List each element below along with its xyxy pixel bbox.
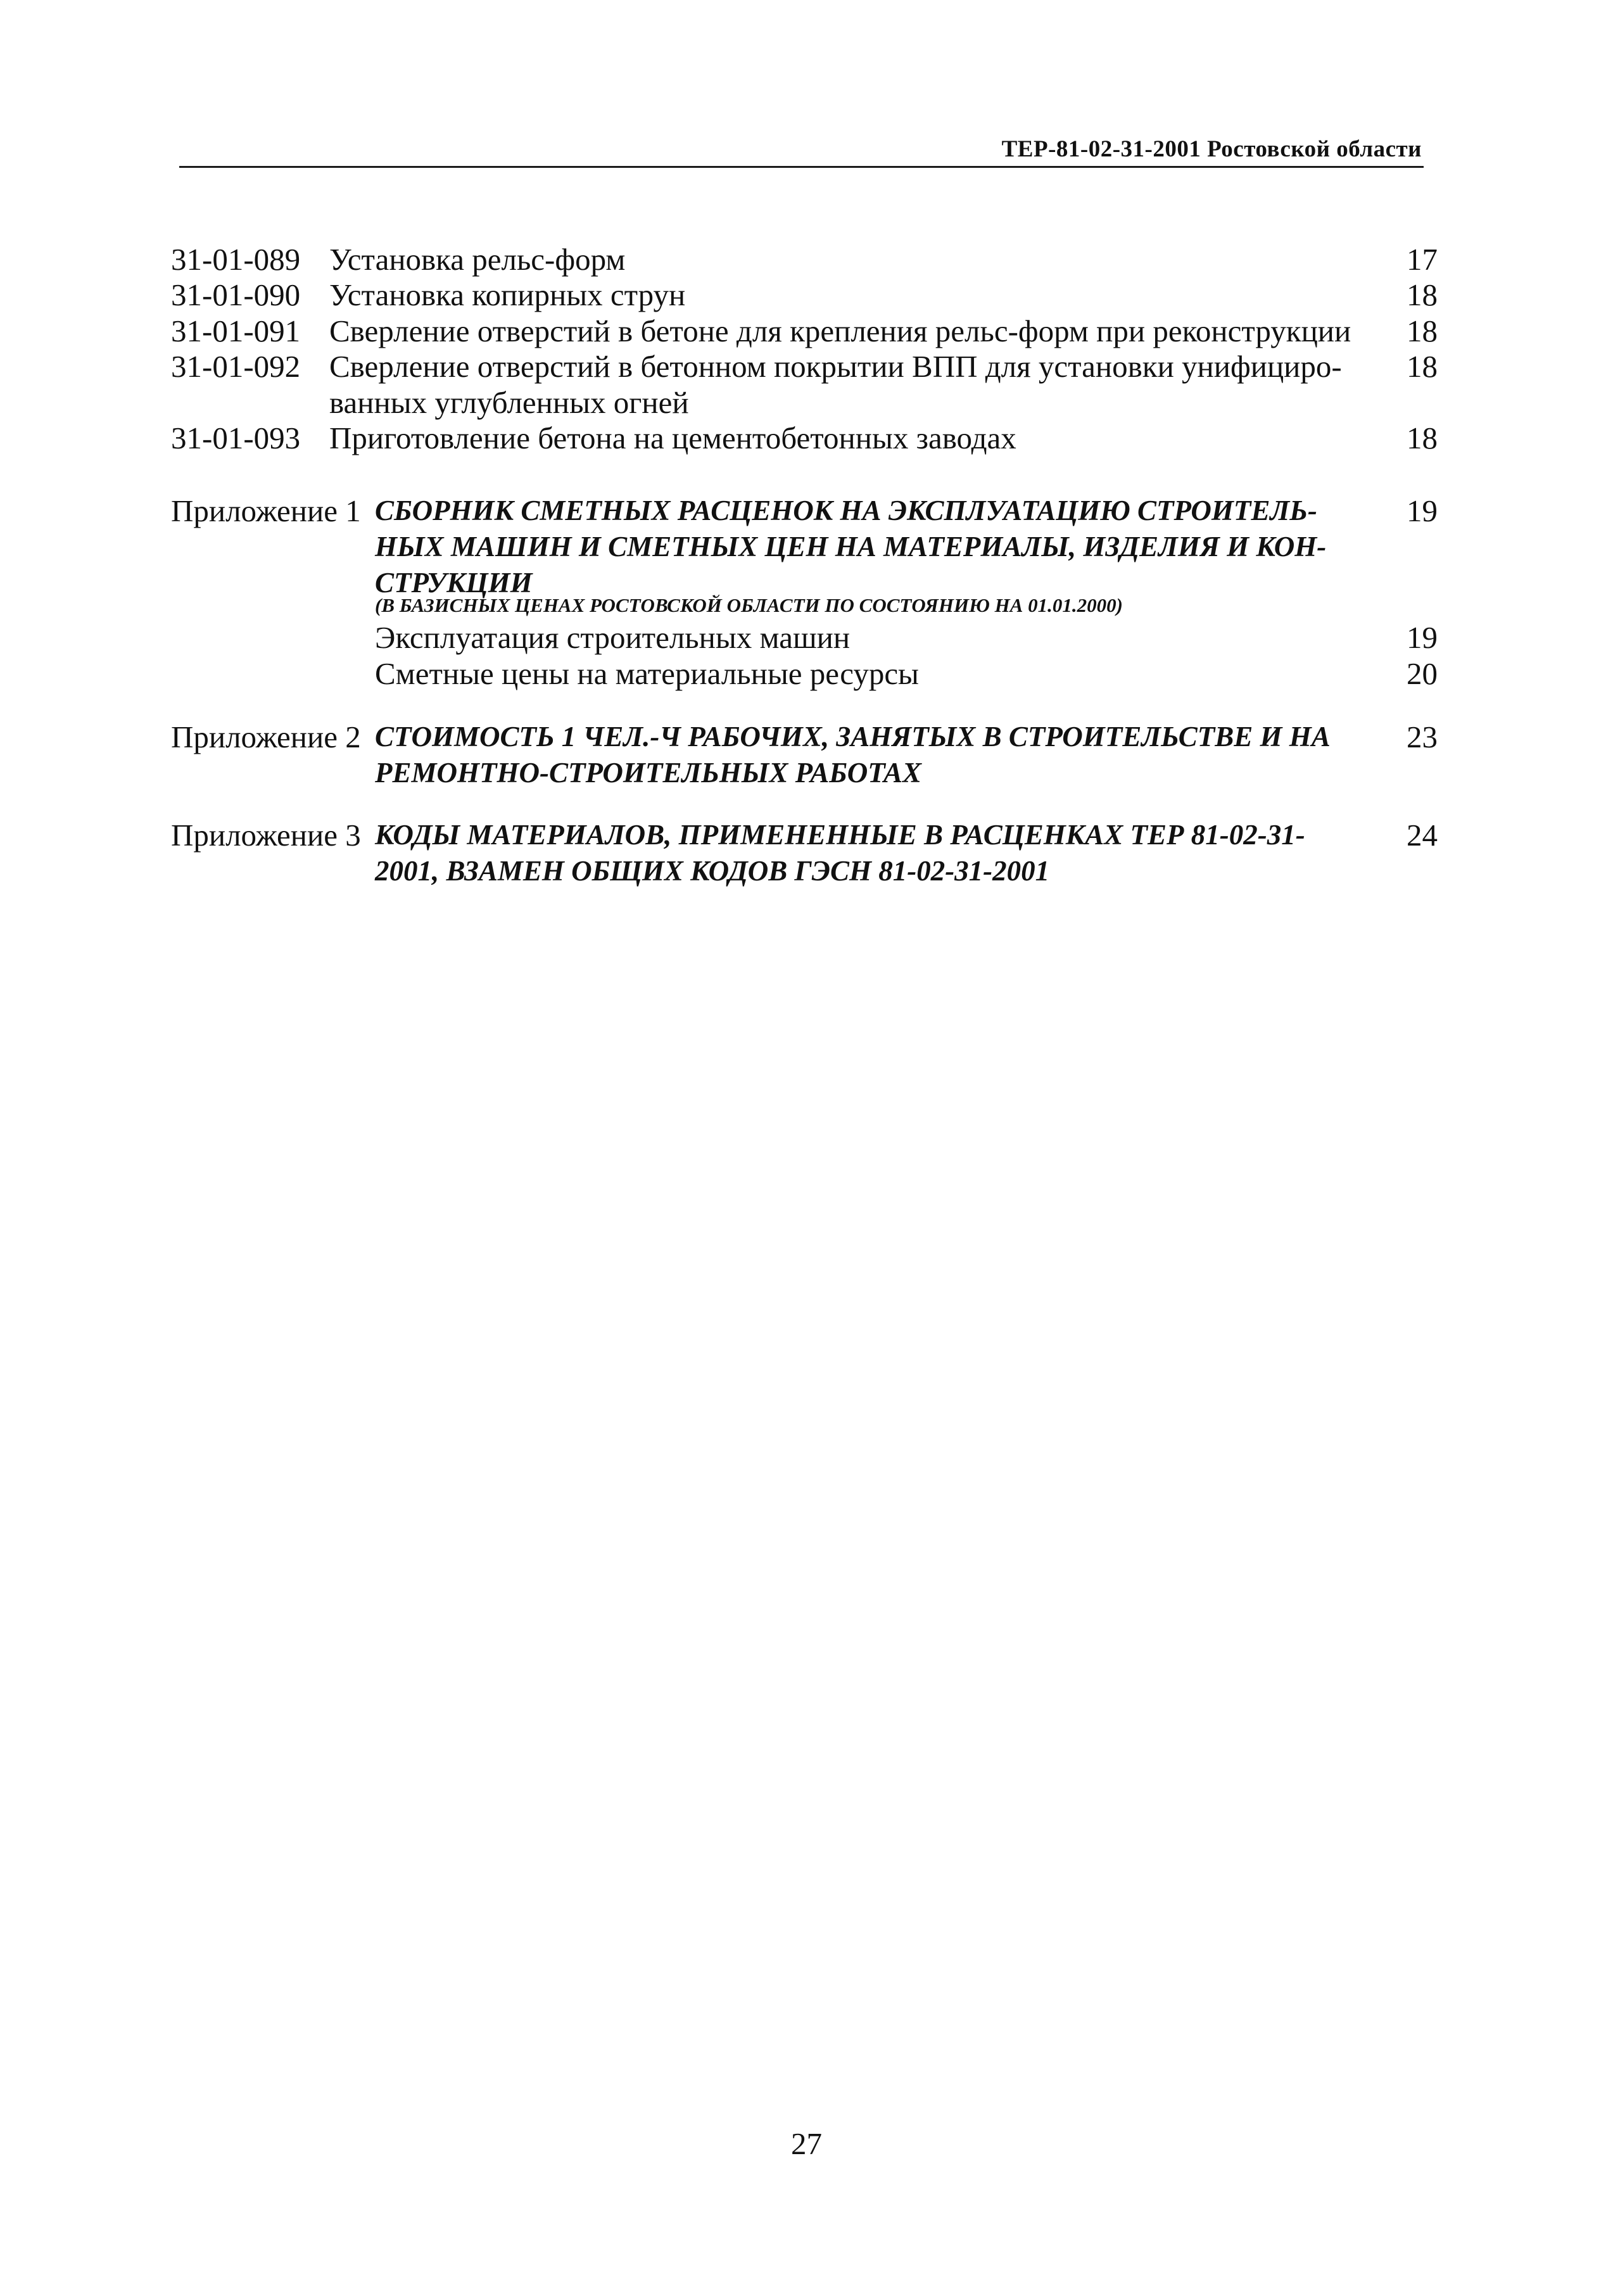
- appendix-title: КОДЫ МАТЕРИАЛОВ, ПРИМЕНЕННЫЕ В РАСЦЕНКАХ ТЕР 81-02-31-2001, ВЗАМЕН ОБЩИХ КОДОВ ГЭСН 81-02-31-2001: [375, 819, 1305, 887]
- appendix-label: Приложение 3: [171, 818, 361, 853]
- appendix-entry: [171, 493, 1438, 695]
- toc-code: 31-01-091: [171, 314, 301, 348]
- appendix-title: СТОИМОСТЬ 1 ЧЕЛ.-Ч РАБОЧИХ, ЗАНЯТЫХ В СТРОИТЕЛЬСТВЕ И НА РЕМОНТНО-СТРОИТЕЛЬНЫХ РАБОТАХ: [375, 721, 1331, 789]
- footer-page-number: 27: [791, 2126, 822, 2161]
- toc-code: 31-01-093: [171, 421, 301, 455]
- appendix-subitem-page-number: 19: [1407, 620, 1438, 655]
- appendix-label: Приложение 2: [171, 720, 361, 754]
- appendix-subitem-title: Эксплуатация строительных машин: [375, 620, 851, 655]
- appendix-page-number: 19: [1407, 493, 1438, 528]
- toc-code: 31-01-092: [171, 349, 301, 384]
- toc-page-number: 17: [1407, 242, 1438, 277]
- appendix-page-number: 24: [1407, 818, 1438, 853]
- toc-page-number: 18: [1407, 277, 1438, 312]
- appendix-subitem-title: Сметные цены на материальные ресурсы: [375, 656, 919, 691]
- toc-code: 31-01-090: [171, 277, 301, 312]
- toc-title: Установка копирных струн: [329, 277, 686, 312]
- toc-title: Сверление отверстий в бетонном покрытии ВПП для установки унифициро-ванных углубленных огней: [329, 349, 1342, 420]
- appendix-label: Приложение 1: [171, 493, 361, 528]
- toc-code: 31-01-089: [171, 242, 301, 277]
- toc-page-number: 18: [1407, 314, 1438, 348]
- toc-page-number: 18: [1407, 421, 1438, 455]
- toc-title: Приготовление бетона на цементобетонных заводах: [329, 421, 1016, 455]
- header-rule: [179, 166, 1424, 168]
- appendix-entry: [171, 817, 1438, 893]
- toc-title: Сверление отверстий в бетоне для крепления рельс-форм при реконструкции: [329, 314, 1351, 348]
- toc-title: Установка рельс-форм: [329, 242, 626, 277]
- appendix-note: (В БАЗИСНЫХ ЦЕНАХ РОСТОВСКОЙ ОБЛАСТИ ПО СОСТОЯНИЮ НА 01.01.2000): [375, 594, 1123, 616]
- document-header-title: ТЕР-81-02-31-2001 Ростовской области: [998, 136, 1422, 163]
- appendix-entry: [171, 719, 1438, 795]
- appendix-title: СБОРНИК СМЕТНЫХ РАСЦЕНОК НА ЭКСПЛУАТАЦИЮ СТРОИТЕЛЬ-НЫХ МАШИН И СМЕТНЫХ ЦЕН НА МАТЕРИАЛЫ, ИЗДЕЛИЯ И КОН-СТРУКЦИИ: [375, 495, 1327, 599]
- appendix-subitem-page-number: 20: [1407, 656, 1438, 691]
- appendix-page-number: 23: [1407, 720, 1438, 754]
- toc-page-number: 18: [1407, 349, 1438, 384]
